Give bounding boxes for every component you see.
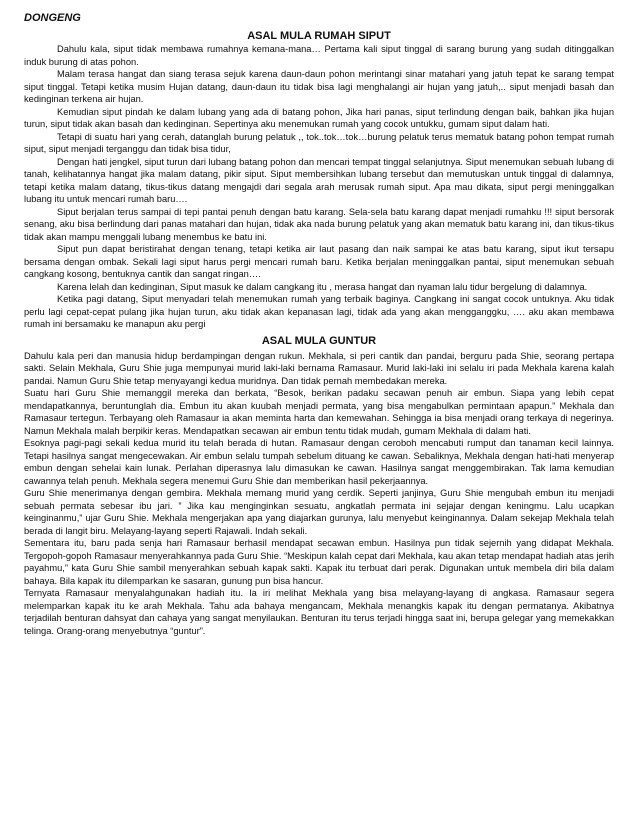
story1-paragraph: Siput pun dapat beristirahat dengan tenang, tetapi ketika air laut pasang dan naik sampai ke atas batu karang, siput ikut tersapu bersama dengan ombak. Sekali lagi siput harus pergi mencari rumah baru. Ketika berjalan meninggalkan pantai, siput menemukan sebuah cangkang kosong, bentuknya cantik dan sangat ringan….	[24, 244, 614, 279]
story1-paragraph: Kemudian siput pindah ke dalam lubang yang ada di batang pohon, Jika hari panas, siput terlindung dengan baik, bahkan jika hujan turun, siput tidak akan basah dan kedinginan. Sepertinya aku menemukan rumah yang cocok untukku, gumam siput dalam hati.	[24, 106, 614, 129]
story1-paragraph: Malam terasa hangat dan siang terasa sejuk karena daun-daun pohon merintangi sinar matahari yang jatuh tepat ke sarang tempat siput tinggal. Tetapi ketika musim Hujan datang, daun-daun itu tidak bisa lagi menghalangi air hujan yang jatuh,.. siput menjadi basah dan kedinginan terkena air hujan.	[24, 69, 614, 104]
story1-paragraph: Karena lelah dan kedinginan, Siput masuk ke dalam cangkang itu , merasa hangat dan nyaman lalu tidur bergelung di dalamnya.	[57, 281, 588, 292]
story1-paragraph: Dengan hati jengkel, siput turun dari lubang batang pohon dan mencari tempat tinggal selanjutnya. Siput menemukan sebuah lubang di tanah, kelihatannya hangat jika malam datang, pikir siput. Siput membersihkan lubang tersebut dan memutuskan untuk tinggal di dalamnya, tetapi ketika malam datang, tikus-tikus datang mengajdi dari segala arah merusak rumah siput. Apa mau dikata, siput pergi meninggalkan lubang itu untuk mencari rumah baru….	[24, 156, 614, 204]
story2-paragraph: Esoknya pagi-pagi sekali kedua murid itu telah berada di hutan. Ramasaur dengan ceroboh mencabuti rumput dan tanaman kecil lainnya. Tetapi hasilnya sangat mengecewakan. Air embun selalu tumpah sebelum dituang ke cawan. Sebaliknya, Mekhala dengan hati-hati menyerap embun dengan sehelai kain lunak. Perlahan diperasnya lalu dimasukan ke cawan. Hasilnya sangat menggembirakan. Tak lama kemudian cawannya telah penuh. Mekhala segera menemui Guru Shie dan memberikan hasil pekerjaannya.	[24, 438, 614, 486]
story2-paragraph: Suatu hari Guru Shie memanggil mereka dan berkata, “Besok, berikan padaku secawan penuh air embun. Siapa yang lebih cepat mendapatkannya, beruntunglah dia. Embun itu akan kuubah menjadi permata, yang bisa mengabulkan permintaan apapun.” Mekhala dan Ramasaur tertegun. Terbayang oleh Ramasaur ia akan meminta harta dan kemewahan. Sehingga ia bisa menjadi orang terkaya di negerinya. Namun Mekhala malah berpikir keras. Mendapatkan secawan air embun tentu tidak mudah, gumam Mekhala di dalam hati.	[24, 388, 614, 436]
story2-paragraph: Dahulu kala peri dan manusia hidup berdampingan dengan rukun. Mekhala, si peri cantik dan pandai, berguru pada Shie, seorang pertapa sakti. Selain Mekhala, Guru Shie juga mempunyai murid laki-laki bernama Ramasaur. Murid laki-laki ini selalu iri pada Mekhala karena kalah pandai. Namun Guru Shie tetap menyayangi kedua muridnya. Dan tidak pernah membedakan mereka.	[24, 350, 614, 386]
document-page	[24, 10, 614, 637]
story2-paragraph: Sementara itu, baru pada senja hari Ramasaur berhasil mendapat secawan embun. Hasilnya pun tidak sejernih yang didapat Mekhala. Tergopoh-gopoh Ramasaur menyerahkannya pada Guru Shie. “Meskipun kalah cepat dari Mekhala, kau akan tetap mendapat hadiah atas jerih payahmu,” kata Guru Shie sambil menyerahkan sebuah kapak sakti. Kapak itu terbuat dari perak. Digunakan untuk membela diri bila dalam bahaya. Bila kapak itu dilemparkan ke sasaran, gunung pun bisa hancur.	[24, 538, 614, 586]
document-label: DONGENG	[24, 12, 81, 24]
story1-title: ASAL MULA RUMAH SIPUT	[247, 30, 391, 42]
story2-title: ASAL MULA GUNTUR	[261, 334, 377, 347]
story1-paragraph: Ketika pagi datang, Siput menyadari telah menemukan rumah yang terbaik baginya. Cangkang ini sangat cocok untuknya. Aku tidak perlu lagi cepat-cepat pulang jika hujan turun, aku tidak akan kepanasan lagi, tidak ada yang akan mengganggku, …. aku akan membawa rumah ini bersamaku ke manapun aku pergi	[24, 294, 614, 329]
story2-body	[24, 350, 614, 638]
story1-paragraph: Dahulu kala, siput tidak membawa rumahnya kemana-mana… Pertama kali siput tinggal di sarang burung yang sudah ditinggalkan induk burung di atas pohon.	[24, 44, 614, 67]
story2-paragraph: Ternyata Ramasaur menyalahgunakan hadiah itu. Ia iri melihat Mekhala yang bisa melayang-layang di angkasa. Ramasaur segera melemparkan kapak itu ke arah Mekhala. Tahu ada bahaya mengancam, Mekhala menangkis kapak itu dengan permatanya. Akibatnya terjadilah benturan dahsyat dan cahaya yang sangat menyilaukan. Benturan itu terus terjadi hingga saat ini, berupa gelegar yang memekakkan telinga. Orang-orang menyebutnya “guntur”.	[24, 588, 614, 636]
story2-paragraph: Guru Shie menerimanya dengan gembira. Mekhala memang murid yang cerdik. Seperti janjinya, Guru Shie mengubah embun itu menjadi sebuah permata sebesar ibu jari. ” Jika kau menginginkan sesuatu, angkatlah permata ini sejajar dengan keningmu. Lalu ucapkan keinginanmu,” ujar Guru Shie. Mekhala mengerjakan apa yang diajarkan gurunya, lalu menyebut keinginannya. Dalam sekejap Mekhala telah berada di langit biru. Melayang-layang seperti Rajawali. Indah sekali.	[24, 488, 614, 536]
story1-paragraph: Siput berjalan terus sampai di tepi pantai penuh dengan batu karang. Sela-sela batu karang dapat menjadi rumahku !!! siput bersorak senang, aku bisa berlindung dari panas matahari dan hujan, tidak aka nada burung pelatuk yang akan mematuk batu karang ini, dan tikus-tikus tidak akan mampu menggali lubang menembus ke batu ini.	[24, 206, 614, 242]
story1-body	[24, 43, 614, 331]
story1-paragraph: Tetapi di suatu hari yang cerah, datanglah burung pelatuk ,, tok..tok…tok…burung pelatuk terus mematuk batang pohon tempat rumah siput, siput menjadi terganggu dan tidak bisa tidur,	[24, 131, 614, 154]
